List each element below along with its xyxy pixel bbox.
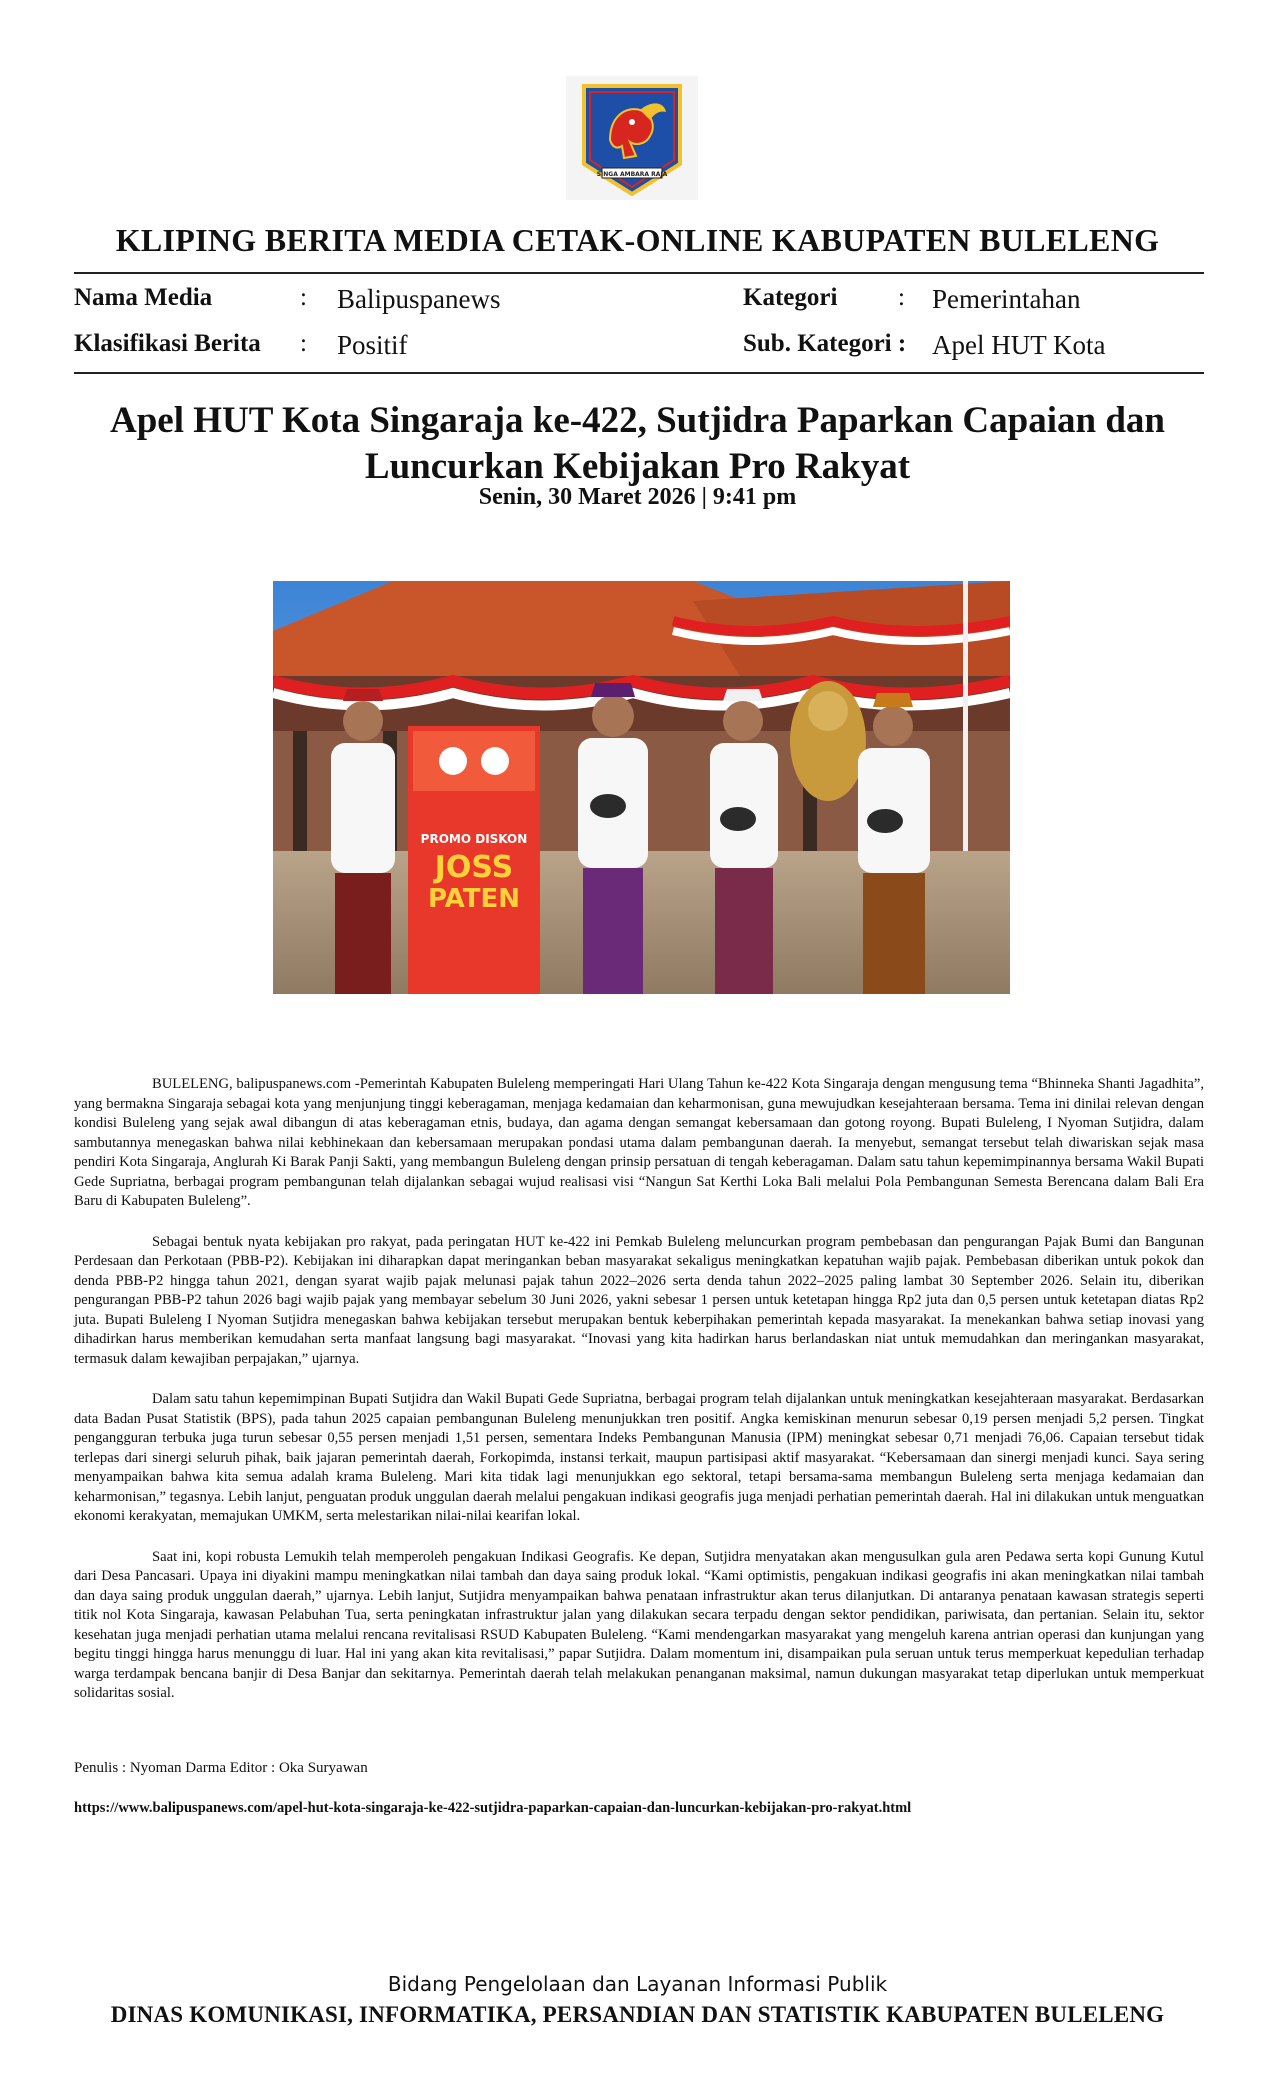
footer-department: Bidang Pengelolaan dan Layanan Informasi Publik <box>387 1972 888 1996</box>
klasifikasi-colon: : <box>300 330 307 357</box>
divider-top <box>74 272 1204 274</box>
document-title: KLIPING BERITA MEDIA CETAK-ONLINE KABUPATEN BULELENG <box>115 222 1160 258</box>
paragraph-4: Saat ini, kopi robusta Lemukih telah memperoleh pengakuan Indikasi Geografis. Ke depan, Sutjidra menyatakan akan mengusulkan gula aren Pedawa serta kopi Gunung Kutul dari Desa Pancasari. Upaya ini diyakini mampu meningkatkan nilai tambah dan daya saing produk lokal. “Kami optimistis, pengakuan indikasi geografis ini akan meningkatkan nilai tambah dan daya saing produk unggulan daerah,” ujarnya. Lebih lanjut, Sutjidra menyampaikan bahwa penataan infrastruktur akan terus dilanjutkan. Di antaranya penataan kawasan strategis seperti titik nol Kota Singaraja, kawasan Pelabuhan Tua, serta peningkatan infrastruktur jalan yang dilakukan secara terpadu dengan sektor pendidikan, pariwisata, dan pertanian. Selain itu, sektor kesehatan juga menjadi perhatian utama melalui rencana revitalisasi RSUD Kabupaten Buleleng. “Kami mendengarkan masyarakat yang mengeluh karena antrian operasi dan kunjungan yang begitu tinggi hingga harus menunggu di luar. Hal ini yang akan kita revitalisasi,” papar Sutjidra. Dalam momentum ini, disampaikan pula seruan untuk terus memperkuat kepedulian terhadap warga terdampak bencana banjir di Desa Banjar dan sekitarnya. Pemerintah daerah telah melakukan penanganan maksimal, namun dukungan masyarakat tetap diperlukan untuk memperkuat solidaritas sosial. <box>74 1548 1204 1701</box>
kategori-label: Kategori <box>743 284 838 311</box>
source-url[interactable]: https://www.balipuspanews.com/apel-hut-kota-singaraja-ke-422-sutjidra-paparkan-capaian-dan-luncurkan-kebijakan-pro-rakyat.html <box>74 1800 912 1816</box>
subkategori-label: Sub. Kategori : <box>743 330 907 357</box>
promo-banner <box>408 726 540 994</box>
paragraph-3: Dalam satu tahun kepemimpinan Bupati Sutjidra dan Wakil Bupati Gede Supriatna, berbagai program telah dijalankan untuk meningkatkan kesejahteraan masyarakat. Berdasarkan data Badan Pusat Statistik (BPS), pada tahun 2025 capaian pembangunan Buleleng menunjukkan tren positif. Angka kemiskinan menurun sebesar 0,19 persen menjadi 5,2 persen. Tingkat pengangguran terbuka juga turun sebesar 0,55 persen menjadi 1,51 persen, sementara Indeks Pembangunan Manusia (IPM) meningkat sebesar 0,71 menjadi 76,06. Capaian tersebut tidak terlepas dari sinergi seluruh pihak, baik jajaran pemerintah daerah, Forkopimda, instansi terkait, maupun partisipasi aktif masyarakat. “Kebersamaan dan sinergi menjadi kunci. Saya sering menyampaikan bahwa kita semua adalah krama Buleleng. Mari kita tidak lagi menunjukkan ego sektoral, tetapi bersama-sama membangun Buleleng serta menjaga kedamaian dan keharmonisan,” tegasnya. Lebih lanjut, penguatan produk unggulan daerah melalui pengakuan indikasi geografis juga menjadi perhatian pemerintah daerah. Hal ini dilakukan untuk menguatkan ekonomi kerakyatan, memajukan UMKM, serta melestarikan nilai-nilai kearifan lokal. <box>74 1391 1204 1524</box>
media-value: Balipuspanews <box>337 284 501 314</box>
kategori-colon: : <box>898 284 905 311</box>
footer-agency: DINAS KOMUNIKASI, INFORMATIKA, PERSANDIAN DAN STATISTIK KABUPATEN BULELENG <box>110 2002 1165 2027</box>
paragraph-1: BULELENG, balipuspanews.com -Pemerintah Kabupaten Buleleng memperingati Hari Ulang Tahun ke-422 Kota Singaraja dengan mengusung tema “Bhinneka Shanti Jagadhita”, yang bermakna Singaraja sebagai kota yang menjunjung tinggi keberagaman, menjaga kedamaian dan keharmonisan, guna mewujudkan kesejahteraan bersama. Tema ini dinilai relevan dengan kondisi Buleleng yang sejak awal dibangun di atas keberagaman etnis, budaya, dan agama dengan semangat kebersamaan dan gotong royong. Bupati Buleleng, I Nyoman Sutjidra, dalam sambutannya menegaskan bahwa nilai kebhinekaan dan kebersamaan merupakan pondasi utama dalam pembangunan daerah. Ia menyebut, semangat tersebut telah diwariskan sejak masa pendiri Kota Singaraja, Anglurah Ki Barak Panji Sakti, yang membangun Buleleng dengan prinsip persatuan di tengah keberagaman. Dalam satu tahun kepemimpinannya bersama Wakil Bupati Gede Supriatna, berbagai program pembangunan telah dijalankan sebagai wujud realisasi visi “Nangun Sat Kerthi Loka Bali melalui Pola Pembangunan Semesta Berencana dalam Bali Era Baru di Kabupaten Buleleng”. <box>74 1076 1204 1209</box>
article-photo <box>273 581 1010 994</box>
banner-line-1: PROMO DISKON <box>420 832 528 846</box>
divider-bottom <box>74 372 1204 374</box>
media-colon: : <box>300 284 307 311</box>
paragraph-2: Sebagai bentuk nyata kebijakan pro rakyat, pada peringatan HUT ke-422 ini Pemkab Buleleng meluncurkan program pembebasan dan pengurangan Pajak Bumi dan Bangunan Perdesaan dan Perkotaan (PBB-P2). Kebijakan ini diharapkan dapat meringankan beban masyarakat sekaligus meningkatkan kepatuhan wajib pajak. Pembebasan diberikan untuk pokok dan denda PBB-P2 hingga tahun 2021, dengan syarat wajib pajak melunasi pajak tahun 2022–2026 serta denda tahun 2022–2025 paling lambat 30 September 2026. Selain itu, diberikan pengurangan PBB-P2 tahun 2026 bagi wajib pajak yang membayar sebelum 30 Juni 2026, yakni sebesar 1 persen untuk ketetapan hingga Rp2 juta dan 0,5 persen untuk ketetapan diatas Rp2 juta. Bupati Buleleng I Nyoman Sutjidra menegaskan bahwa kebijakan tersebut merupakan bentuk keberpihakan pemerintah kepada masyarakat. Ia menekankan bahwa setiap inovasi yang dihadirkan harus memberikan kemudahan serta manfaat langsung bagi masyarakat. “Inovasi yang kita hadirkan harus berlandaskan niat untuk memudahkan dan meringankan masyarakat, termasuk dalam kewajiban perpajakan,” ujarnya. <box>74 1233 1204 1367</box>
headline-line-1: Apel HUT Kota Singaraja ke-422, Sutjidra Paparkan Capaian dan <box>109 400 1165 441</box>
article-headline <box>100 398 1175 490</box>
article-body <box>74 1075 1204 1725</box>
subkategori-value: Apel HUT Kota <box>932 330 1106 360</box>
author-credit: Penulis : Nyoman Darma Editor : Oka Suryawan <box>74 1760 368 1776</box>
logo-motto: SINGA AMBARA RAJA <box>596 171 668 178</box>
klasifikasi-label: Klasifikasi Berita <box>74 330 261 357</box>
media-label: Nama Media <box>74 284 213 311</box>
article-date: Senin, 30 Maret 2026 | 9:41 pm <box>478 484 797 510</box>
kategori-value: Pemerintahan <box>932 284 1081 314</box>
headline-line-2: Luncurkan Kebijakan Pro Rakyat <box>364 446 911 487</box>
banner-line-3: PATEN <box>427 884 521 914</box>
buleleng-logo <box>566 76 698 200</box>
banner-line-2: JOSS <box>434 850 514 885</box>
klasifikasi-value: Positif <box>337 330 408 360</box>
